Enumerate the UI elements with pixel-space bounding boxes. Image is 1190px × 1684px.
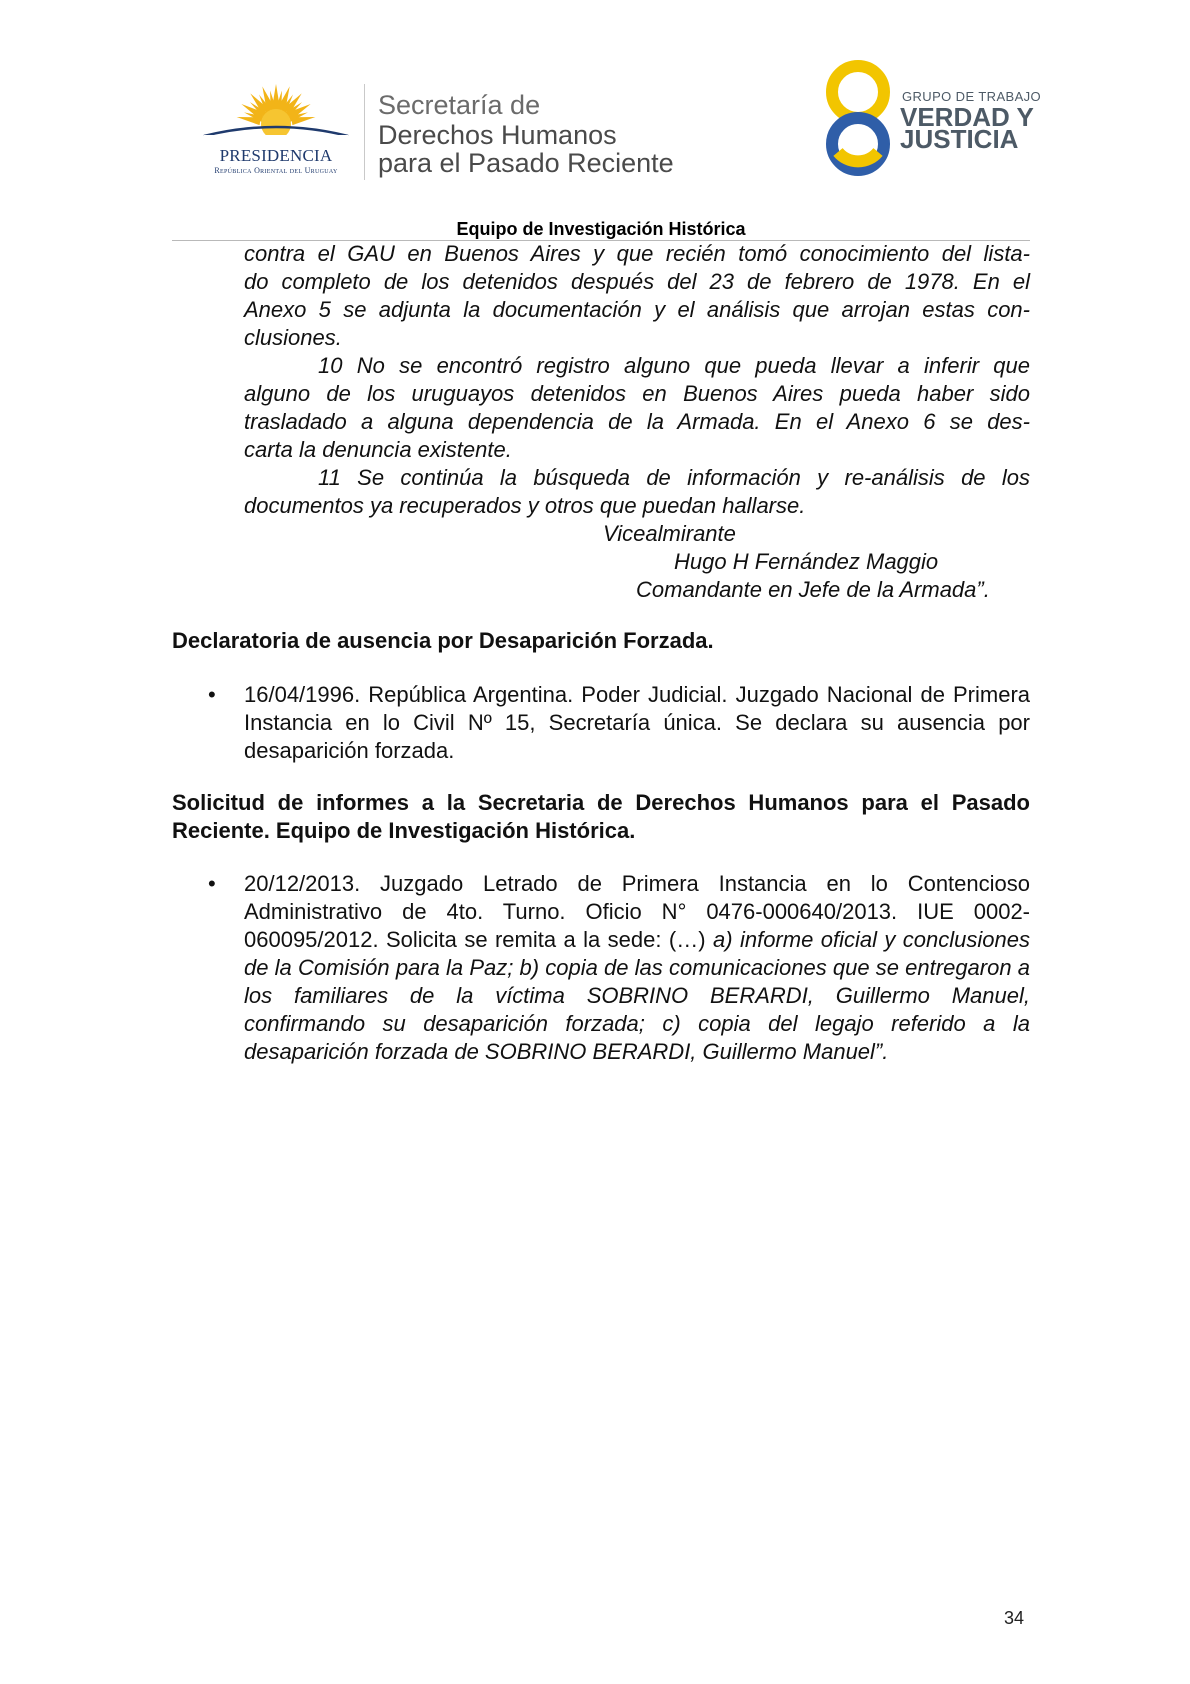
- secretaria-line-2: Derechos Humanos: [378, 120, 617, 150]
- quoted-paragraph-1: [244, 240, 1030, 352]
- bullet-icon: •: [208, 682, 216, 707]
- page-number: 34: [1004, 1608, 1025, 1628]
- quote-line: clusiones.: [244, 325, 342, 350]
- list-item-text: 16/04/1996. República Argentina. Poder Judicial. Juzgado Nacional de Primera Instancia en lo Civil Nº 15, Secretaría única. Se declara su ausencia por desaparición forzada.: [244, 682, 1030, 763]
- quote-line: carta la denuncia existente.: [244, 437, 512, 462]
- bullet-icon: •: [208, 871, 216, 896]
- list-item: [172, 681, 1030, 765]
- list-item-plain-text: 20/12/2013. Juzgado Letrado de Primera Instancia en lo Contencioso Administrativo de 4to. Turno. Oficio N° 0476-000640/2013. IUE 0002-060095/2012. Solicita se remita a la sede: (…): [244, 871, 1030, 952]
- logo-divider: [364, 84, 365, 180]
- justicia-label: JUSTICIA: [900, 124, 1019, 154]
- verdad-label: VERDAD Y: [900, 102, 1034, 132]
- list-item-italic-text: a) informe oficial y conclusiones de la Comisión para la Paz; b) copia de las comunicaciones que se entregaron a los familiares de la víctima SOBRINO BERARDI, Guillermo Manuel, confirmando su desaparición forzada; c) copia del legajo referido a la desaparición forzada de SOBRINO BERARDI, Guillermo Manuel”.: [244, 927, 1030, 1064]
- grupo-trabajo-label: GRUPO DE TRABAJO: [902, 89, 1042, 104]
- quote-line: do completo de los detenidos después del 23 de febrero de 1978. En el: [244, 269, 1030, 294]
- quote-line: Anexo 5 se adjunta la documentación y el análisis que arrojan estas con-: [244, 297, 1030, 322]
- linked-rings-icon: [824, 56, 892, 180]
- list-item-text: [244, 870, 1030, 1066]
- page-header-title: Equipo de Investigación Histórica: [456, 219, 746, 239]
- quote-line: documentos ya recuperados y otros que puedan hallarse.: [244, 493, 806, 518]
- presidencia-subtitle: República Oriental del Uruguay: [214, 166, 338, 175]
- quoted-paragraph-3: [244, 464, 1030, 520]
- quote-line: 10 No se encontró registro alguno que pueda llevar a inferir que: [318, 353, 1030, 378]
- signature-title: Comandante en Jefe de la Armada”.: [636, 577, 990, 602]
- secretaria-line-1: Secretaría de: [378, 90, 541, 120]
- list-item: [172, 870, 1030, 1066]
- quoted-paragraph-2: [244, 352, 1030, 464]
- quote-line: contra el GAU en Buenos Aires y que recién tomó conocimiento del lista-: [244, 241, 1030, 266]
- quote-line: alguno de los uruguayos detenidos en Buenos Aires pueda haber sido: [244, 381, 1030, 406]
- signature-name: Hugo H Fernández Maggio: [674, 549, 939, 574]
- presidencia-wordmark: PRESIDENCIA: [219, 146, 333, 165]
- secretaria-line-3: para el Pasado Reciente: [378, 148, 674, 178]
- quote-line: 11 Se continúa la búsqueda de información y re-análisis de los: [318, 465, 1030, 490]
- section-heading-declaratoria: Declaratoria de ausencia por Desaparición Forzada.: [172, 628, 714, 653]
- section-heading-solicitud: Solicitud de informes a la Secretaria de Derechos Humanos para el Pasado Reciente. Equipo de Investigación Histórica.: [172, 790, 1030, 843]
- quote-line: trasladado a alguna dependencia de la Armada. En el Anexo 6 se des-: [244, 409, 1030, 434]
- signature-rank: Vicealmirante: [603, 521, 736, 546]
- sun-rays-icon: [236, 84, 316, 139]
